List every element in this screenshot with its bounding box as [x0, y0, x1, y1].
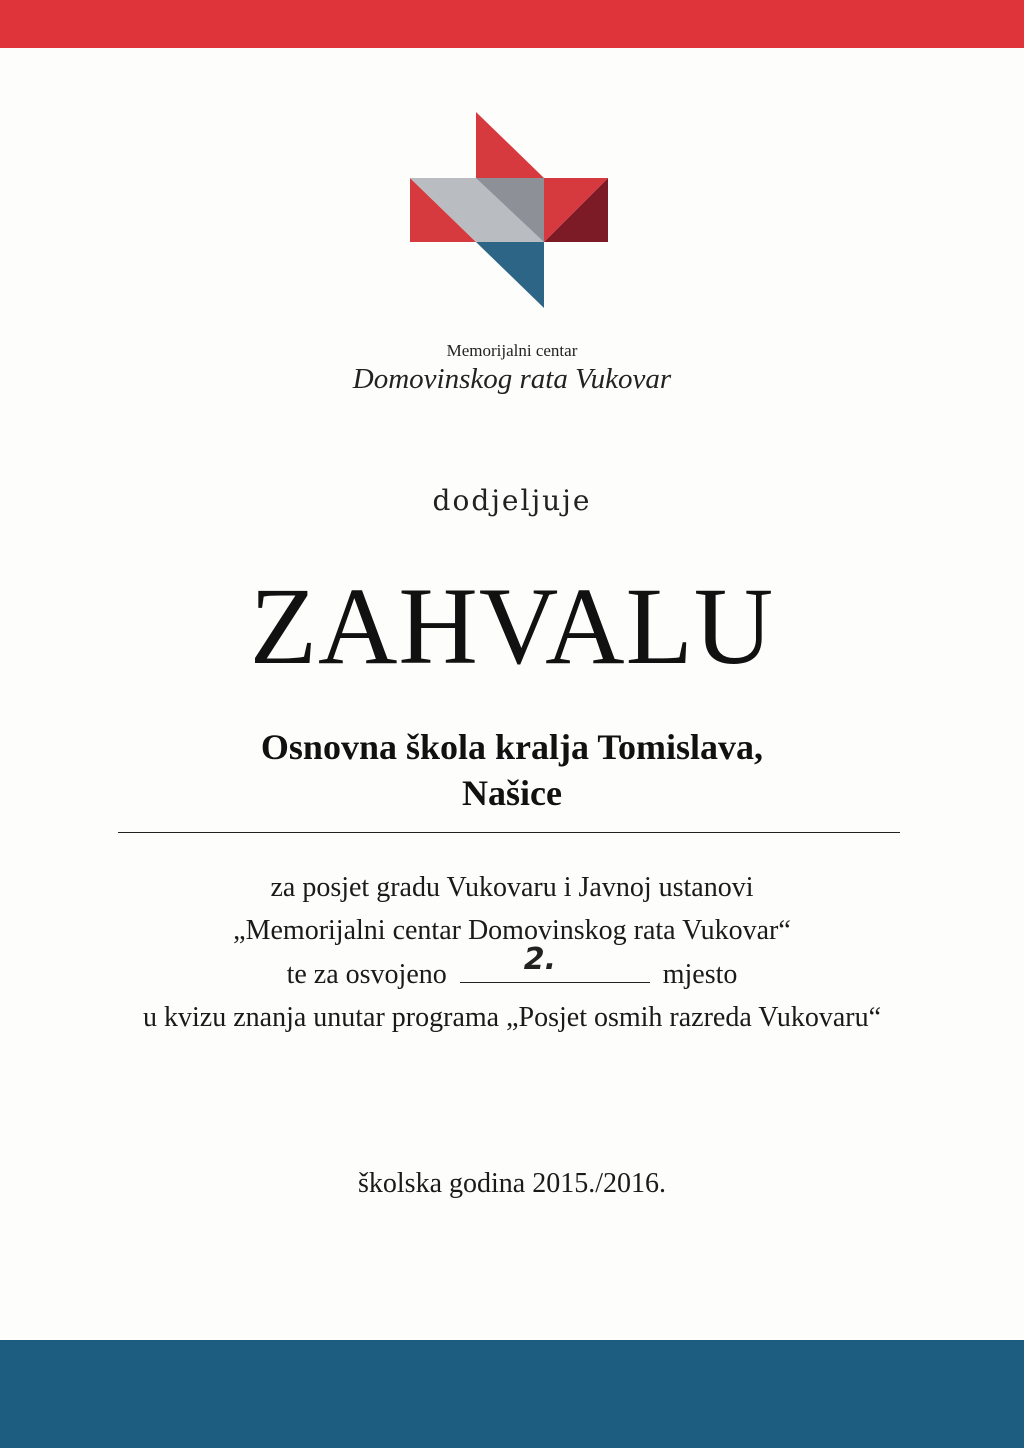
recipient-name: [0, 724, 1024, 816]
organization-name-line2: Domovinskog rata Vukovar: [352, 363, 672, 395]
logo-blue-shape: [476, 242, 544, 308]
organization-name-line1: Memorijalni centar: [446, 341, 578, 360]
body-line3: [0, 942, 1024, 996]
logo-top-red-shape: [476, 112, 544, 178]
body-line1: za posjet gradu Vukovaru i Javnoj ustanovi: [270, 872, 754, 903]
certificate-body: [0, 866, 1024, 1039]
body-line4: u kvizu znanja unutar programa „Posjet osmih razreda Vukovaru“: [143, 1002, 881, 1033]
divider-line: [118, 832, 900, 833]
body-line2: „Memorijalni centar Domovinskog rata Vukovar“: [233, 915, 791, 946]
school-year: školska godina 2015./2016.: [358, 1168, 666, 1199]
placement-blank: [460, 942, 650, 983]
body-line3-after: mjesto: [662, 959, 738, 990]
recipient-line1: Osnovna škola kralja Tomislava,: [260, 727, 764, 767]
certificate-title: ZAHVALU: [249, 565, 775, 687]
recipient-line2: Našice: [462, 773, 562, 813]
intro-text: dodjeljuje: [432, 484, 592, 517]
body-line3-before: te za osvojeno: [286, 959, 447, 990]
placement-handwritten: 2.: [523, 942, 557, 977]
memorial-cross-logo-icon: [410, 112, 610, 308]
top-red-band: [0, 0, 1024, 48]
bottom-blue-band: [0, 1340, 1024, 1448]
